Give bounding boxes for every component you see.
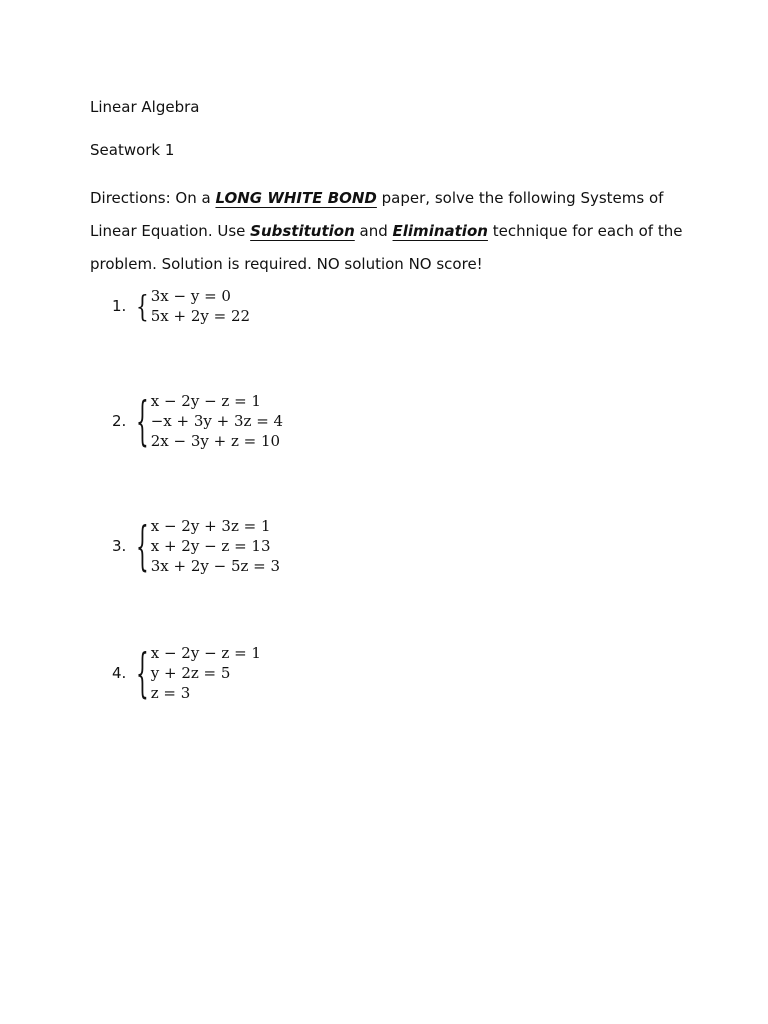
equation: x + 2y − z = 13: [150, 537, 271, 555]
equation: x − 2y − z = 1: [150, 644, 261, 662]
directions-text: paper, solve the following Systems of: [376, 189, 664, 207]
problem-number: 3.: [112, 537, 127, 555]
left-brace: {: [136, 389, 149, 453]
equation-system: [151, 643, 261, 703]
left-brace: {: [136, 641, 149, 705]
equation: 5x + 2y = 22: [150, 307, 251, 325]
directions-text: technique for each of the: [487, 222, 683, 240]
equation: z = 3: [150, 684, 191, 702]
left-brace: {: [136, 288, 149, 324]
emphasis-paper-type: LONG WHITE BOND: [215, 189, 377, 207]
left-brace: {: [136, 514, 149, 578]
problem-number: 1.: [112, 297, 127, 315]
equation: 2x − 3y + z = 10: [150, 432, 281, 450]
directions-text: Directions: On a: [90, 189, 216, 207]
equation: x − 2y − z = 1: [150, 392, 261, 410]
equation: 3x − y = 0: [150, 287, 231, 305]
directions-paragraph: [90, 182, 690, 281]
directions-line-2: [90, 215, 690, 248]
directions-line-3: problem. Solution is required. NO solution NO score!: [90, 255, 483, 273]
directions-text: Linear Equation. Use: [90, 222, 251, 240]
equation: x − 2y + 3z = 1: [150, 517, 271, 535]
problem-1: [112, 286, 250, 326]
emphasis-elimination: Elimination: [392, 222, 488, 240]
problem-3: [112, 516, 280, 576]
equation-system: [151, 286, 250, 326]
equation-system: [151, 516, 280, 576]
activity-title: Seatwork 1: [90, 141, 175, 159]
directions-text: and: [354, 222, 393, 240]
emphasis-substitution: Substitution: [250, 222, 355, 240]
equation: −x + 3y + 3z = 4: [150, 412, 284, 430]
equation: y + 2z = 5: [150, 664, 231, 682]
directions-line-1: [90, 182, 690, 215]
course-title: Linear Algebra: [90, 98, 200, 116]
equation-system: [151, 391, 283, 451]
problem-2: [112, 391, 283, 451]
problem-4: [112, 643, 261, 703]
problem-number: 4.: [112, 664, 127, 682]
equation: 3x + 2y − 5z = 3: [150, 557, 281, 575]
problem-number: 2.: [112, 412, 127, 430]
